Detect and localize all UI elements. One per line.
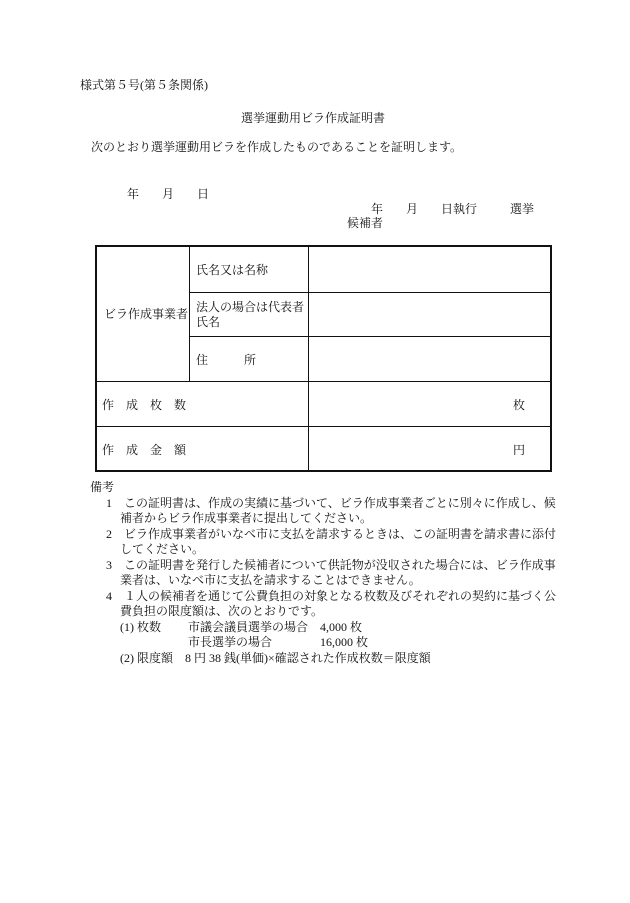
count-label: 作 成 枚 数 (102, 398, 187, 412)
rep-label-2: 氏名 (196, 315, 221, 329)
election-type: 選挙 (510, 202, 535, 216)
date-month: 月 (162, 187, 175, 201)
election-month: 月 (406, 202, 419, 216)
amount-unit: 円 (513, 443, 526, 457)
candidate-label: 候補者 (347, 216, 384, 230)
note-item: 1 この証明書は、作成の実績に基づいて、ビラ作成事業者ごとに別々に作成し、候補者からビラ作成事業者に提出してください。 (106, 495, 556, 525)
date-year: 年 (127, 187, 140, 201)
sub1-label: (1) 枚数 (120, 619, 161, 634)
sub1-row1: 市議会議員選挙の場合 4,000 枚 (188, 619, 363, 634)
note-item: 4 １人の候補者を通じて公費負担の対象となる枚数及びそれぞれの契約に基づく公費負担の限度額は、次のとおりです。 (106, 588, 557, 618)
page-title: 選挙運動用ビラ作成証明書 (241, 111, 386, 125)
election-year: 年 (371, 202, 384, 216)
producer-label: ビラ作成事業者 (104, 307, 189, 321)
date-day: 日 (197, 187, 210, 201)
amount-label: 作 成 金 額 (102, 443, 187, 457)
sub2: (2) 限度額 8 円 38 銭(単価)×確認された作成枚数＝限度額 (120, 650, 431, 665)
note-item: 3 この証明書を発行した候補者について供託物が没収された場合には、ビラ作成事業者は、いなべ市に支払を請求することはできません。 (106, 557, 556, 587)
certificate-table (95, 245, 552, 472)
sub1-row2: 市長選挙の場合 16,000 枚 (188, 634, 369, 649)
notes-heading: 備考 (90, 480, 115, 494)
statement: 次のとおり選挙運動用ビラを作成したものであることを証明します。 (91, 140, 463, 154)
count-unit: 枚 (513, 398, 526, 412)
notes (90, 480, 560, 666)
form-number: 様式第５号(第５条関係) (80, 78, 208, 92)
election-day: 日執行 (441, 202, 478, 216)
name-label: 氏名又は名称 (196, 263, 269, 277)
rep-label-1: 法人の場合は代表者 (196, 300, 305, 314)
note-item: 2 ビラ作成事業者がいなべ市に支払を請求するときは、この証明書を請求書に添付してください。 (106, 526, 557, 556)
address-label: 住 所 (196, 353, 257, 367)
